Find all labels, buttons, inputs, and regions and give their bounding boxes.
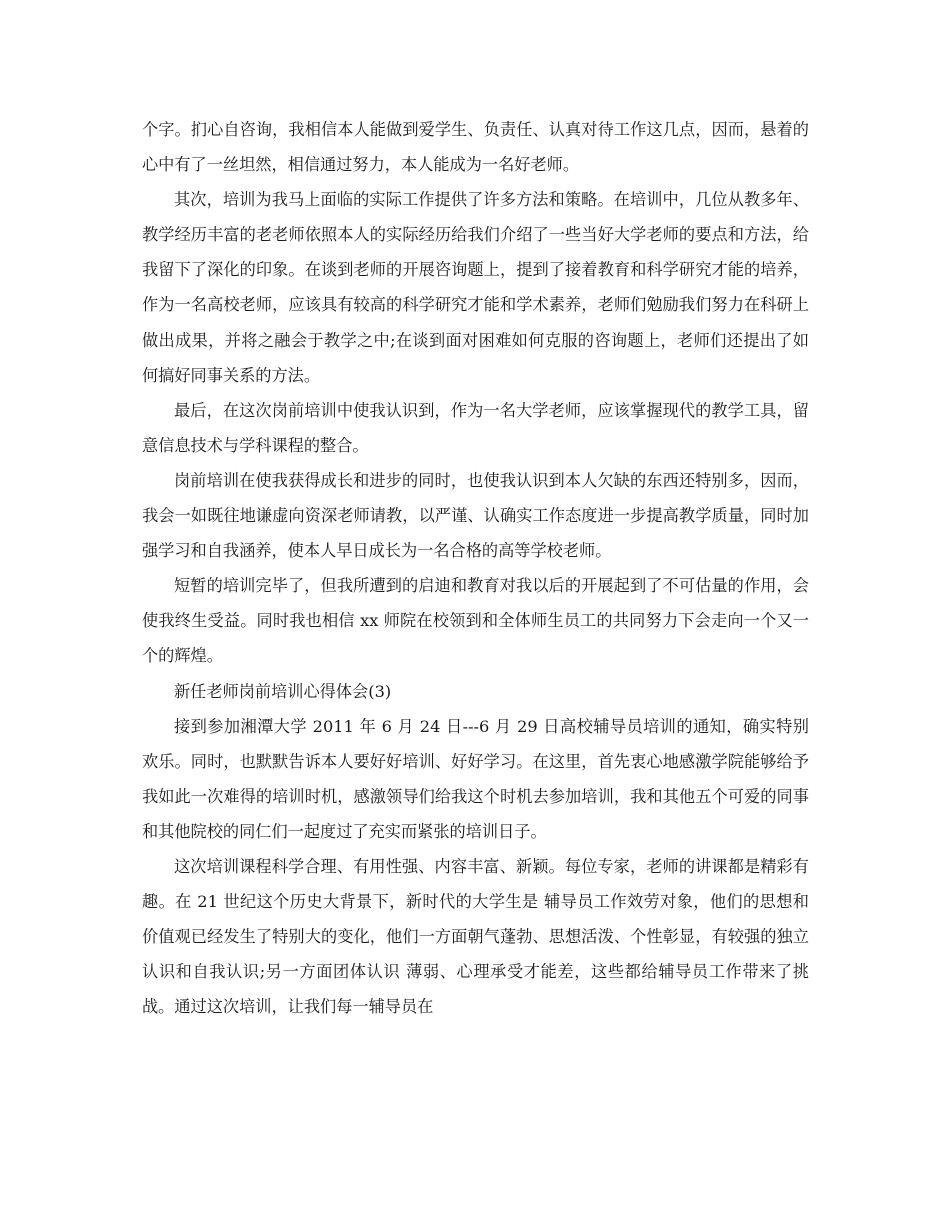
paragraph-2: 其次，培训为我马上面临的实际工作提供了许多方法和策略。在培训中，几位从教多年、教学经历丰富的老老师依照本人的实际经历给我们介绍了一些当好大学老师的要点和方法，给我留下了深化的印象。在谈到老师的开展咨询题上，提到了接着教育和科学研究才能的培养，作为一名高校老师，应该具有较高的科学研究才能和学术素养，老师们勉励我们努力在科研上做出成果，并将之融会于教学之中;在谈到面对困难如何克服的咨询题上，老师们还提出了如何搞好同事关系的方法。 (142, 190, 809, 385)
paragraph-6: 接到参加湘潭大学 2011 年 6 月 24 日---6 月 29 日高校辅导员培训的通知，确实特别欢乐。同时，也默默告诉本人要好好培训、好好学习。在这里，首先衷心地感激学院能够给予我如此一次难得的培训时机，感激领导们给我这个时机去参加培训，我和其他五个可爱的同事和其他院校的同仁们一起度过了充实而紧张的培训日子。 (142, 716, 809, 841)
paragraph-7: 这次培训课程科学合理、有用性强、内容丰富、新颖。每位专家，老师的讲课都是精彩有趣。在 21 世纪这个历史大背景下，新时代的大学生是 辅导员工作效劳对象，他们的思想和价值观已经发生了特别大的变化，他们一方面朝气蓬勃、思想活泼、个性彰显，有较强的独立认识和自我认识;另一方面团体认识 薄弱、心理承受才能差，这些都给辅导员工作带来了挑战。通过这次培训，让我们每一辅导员在 (142, 856, 809, 1017)
paragraph-3: 最后，在这次岗前培训中使我认识到，作为一名大学老师，应该掌握现代的教学工具，留意信息技术与学科课程的整合。 (142, 400, 809, 455)
paragraph-1: 个字。扪心自咨询，我相信本人能做到爱学生、负责任、认真对待工作这几点，因而，悬着的心中有了一丝坦然，相信通过努力，本人能成为一名好老师。 (142, 120, 809, 175)
section-heading: 新任老师岗前培训心得体会(3) (174, 681, 392, 701)
paragraph-4: 岗前培训在使我获得成长和进步的同时，也使我认识到本人欠缺的东西还特别多，因而，我会一如既往地谦虚向资深老师请教，以严谨、认确实工作态度进一步提高教学质量，同时加强学习和自我涵养，使本人早日成长为一名合格的高等学校老师。 (142, 470, 809, 561)
document-body (142, 112, 809, 1024)
paragraph-5: 短暂的培训完毕了，但我所遭到的启迪和教育对我以后的开展起到了不可估量的作用，会使我终生受益。同时我也相信 xx 师院在校领到和全体师生员工的共同努力下会走向一个又一个的辉煌。 (142, 576, 809, 666)
